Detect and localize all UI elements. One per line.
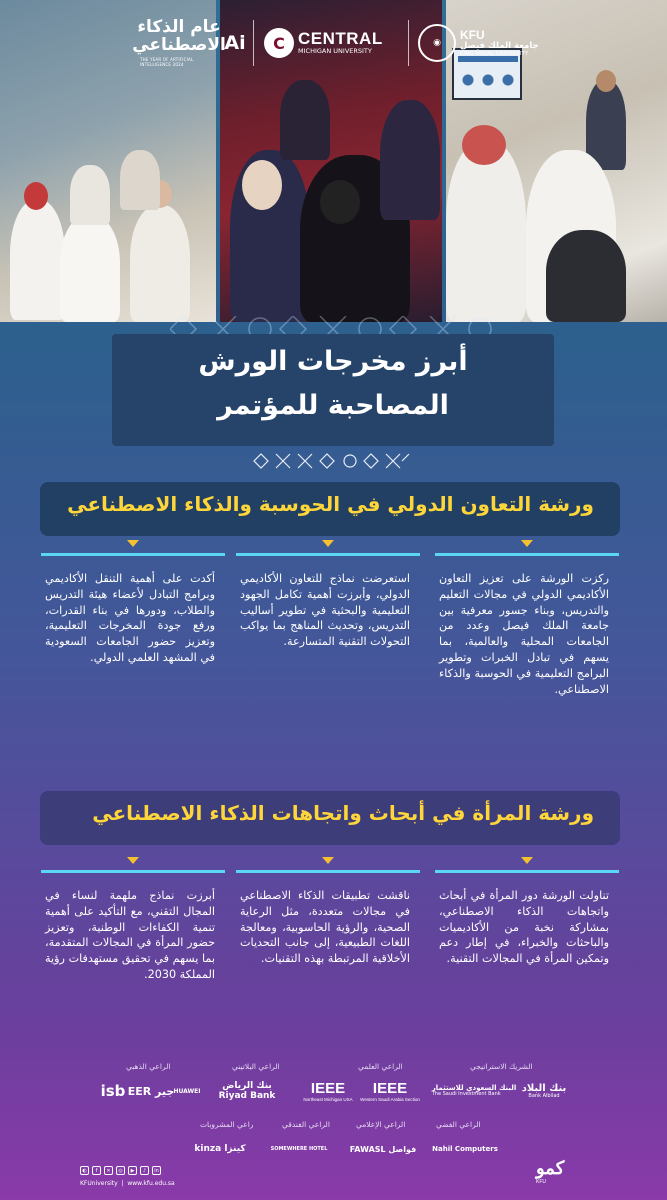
main-title-box [112, 334, 554, 446]
kfu-arabic-name: جامعة الملك فيصل [460, 40, 539, 51]
social-handle: KFUniversity [80, 1180, 118, 1187]
youtube-icon[interactable]: ▶ [128, 1166, 137, 1175]
kfu-english-name: KING FAISAL UNIVERSITY [460, 51, 529, 58]
scientific-sponsor-label: الراعي العلمي [358, 1062, 403, 1071]
fawasl-logo: FAWASL فواصل [349, 1144, 417, 1154]
ai-mark-icon: Ai [224, 32, 246, 54]
ieee-text: IEEE [372, 1080, 408, 1097]
workshop-2-point-2: ناقشت تطبيقات الذكاء الاصطناعي في مجالات متعددة، مثل الرعاية الصحية، والرؤية الحاسوبية، ومعالجة اللغات الطبيعية، إلى جانب التحديات الأخلاقية المرتبطة بهذه التقنيات. [240, 889, 410, 966]
chevron-down-icon [322, 540, 334, 547]
column-divider-line [435, 553, 619, 556]
divider-pattern [252, 452, 412, 470]
kfu-footer-ar: كمو [536, 1158, 565, 1178]
website-link[interactable]: www.kfu.edu.sa [127, 1180, 175, 1187]
divider [408, 20, 409, 66]
chevron-down-icon [521, 857, 533, 864]
kfu-logo [418, 14, 548, 72]
cmu-logo [264, 14, 402, 72]
nahil-computers-logo: Nahil Computers [432, 1145, 498, 1153]
kfu-abbrev: KFU [460, 27, 485, 42]
year-of-ai-english: THE YEAR OF ARTIFICIAL INTELLIGENCE 2024 [140, 56, 194, 67]
chevron-down-icon [322, 857, 334, 864]
column-divider-line [236, 870, 420, 873]
riyad-bank-en: Riyad Bank [218, 1091, 276, 1101]
column-divider-line [435, 870, 619, 873]
logo-bar [132, 14, 664, 72]
gold-sponsor-label: الراعي الذهبي [126, 1062, 171, 1071]
sib-en: The Saudi Investment Bank [431, 1091, 501, 1098]
x-icon[interactable]: ✕ [104, 1166, 113, 1175]
silver-sponsor-label: الراعي الفضي [436, 1120, 481, 1129]
year-of-ai-logo [132, 14, 226, 72]
sib-ar: البنك السعودي للاستثمار [431, 1084, 517, 1093]
workshop-2-title: ورشة المرأة في أبحاث واتجاهات الذكاء الاصطناعي [92, 801, 594, 825]
huawei-logo: HUAWEI [173, 1087, 201, 1095]
footer-links: KFUniversity | www.kfu.edu.sa [80, 1180, 175, 1187]
ieee-text: IEEE [310, 1080, 346, 1097]
bank-albilad-logo [514, 1078, 574, 1104]
somewhere-hotel-logo: SOMEWHERE HOTEL [270, 1146, 328, 1152]
riyad-bank-ar: بنك الرياض [222, 1081, 272, 1091]
workshop-2-point-3: أبرزت نماذج ملهمة لنساء في المجال التقني، مع التأكيد على أهمية تنمية الكفاءات الوطنية، وتعزيز حضور المرأة في المجالات المتقدمة، بما يسهم في تحقيق مستهدفات رؤية المملكة 2030. [45, 889, 215, 981]
social-icons [80, 1166, 161, 1175]
bank-albilad-ar: بنك البلاد [521, 1082, 567, 1094]
column-divider-line [41, 553, 225, 556]
ieee-northeast-michigan-sub: Northeast Michigan USA [303, 1097, 353, 1102]
ieee-western-saudi-logo [362, 1078, 418, 1104]
kfu-footer-logo [536, 1158, 564, 1185]
workshop-1-point-1: ركزت الورشة على تعزيز التعاون الأكاديمي الدولي في مجالات التعليم والتدريس، وبناء جسور معرفية بين جامعة الملك فيصل وعدد من الجامعات المحلية والعالمية، بما يسهم في تبادل الخبرات وتطوير البرامج التعليمية في الحوسبة والذكاء الاصطناعي. [439, 572, 609, 696]
media-sponsor-label: الراعي الإعلامي [356, 1120, 406, 1129]
column-divider-line [41, 870, 225, 873]
workshop-1-point-3: أكدت على أهمية التنقل الأكاديمي وبرامج التبادل لأعضاء هيئة التدريس والطلاب، ودورها في بناء القدرات، ورفع جودة المخرجات التعليمية، وتعزيز حضور الجامعات السعودية في المشهد العلمي الدولي. [45, 572, 215, 664]
bank-albilad-en: Bank Albilad [528, 1092, 560, 1099]
kinza-logo: kinza كينزا [194, 1144, 246, 1154]
year-of-ai-arabic: عام الذكاء الاصطناعي [132, 17, 226, 55]
platinum-sponsor-label: الراعي البلاتيني [232, 1062, 280, 1071]
main-title-line-2: المصاحبة للمؤتمر [217, 390, 449, 421]
linkedin-icon[interactable]: in [152, 1166, 161, 1175]
facebook-icon[interactable]: f [92, 1166, 101, 1175]
workshop-1-point-2: استعرضت نماذج للتعاون الأكاديمي الدولي، وأبرزت أهمية تكامل الجهود التعليمية والبحثية في تطوير أساليب التدريس، وتحديث المناهج بما يواكب التحولات التقنية المتسارعة. [240, 572, 410, 649]
instagram-icon[interactable]: ◎ [116, 1166, 125, 1175]
snapchat-icon[interactable]: ◐ [80, 1166, 89, 1175]
kfu-footer-en: KFU [536, 1179, 546, 1185]
drinks-sponsor-label: راعي المشروبات [200, 1120, 254, 1129]
workshop-2-point-1: تناولت الورشة دور المرأة في أبحاث واتجاهات الذكاء الاصطناعي، بمشاركة نخبة من الأكاديميات والباحثات والخبراء، في إطار دعم وتمكين المرأة في المجالات التقنية. [439, 889, 609, 966]
hotel-sponsor-label: الراعي الفندقي [282, 1120, 330, 1129]
saudi-investment-bank-logo [431, 1078, 517, 1104]
cmu-name-bottom: MICHIGAN UNIVERSITY [298, 47, 372, 56]
eer-logo: EER جير [127, 1084, 175, 1098]
kfu-seal-icon: ◉ [418, 24, 456, 62]
workshop-1-title: ورشة التعاون الدولي في الحوسبة والذكاء الاصطناعي [67, 492, 594, 516]
workshop-2-banner [40, 791, 620, 845]
isb-logo: isb [100, 1082, 126, 1100]
chevron-down-icon [127, 540, 139, 547]
strategic-partner-label: الشريك الاستراتيجي [470, 1062, 533, 1071]
sponsors-section [0, 1055, 667, 1200]
riyad-bank-logo [216, 1078, 278, 1104]
cmu-name-top: CENTRAL [298, 29, 383, 49]
chevron-down-icon [521, 540, 533, 547]
main-title-line-1: أبرز مخرجات الورش [198, 346, 468, 377]
chevron-down-icon [127, 857, 139, 864]
divider [253, 20, 254, 66]
cmu-c-icon: C [264, 28, 294, 58]
ieee-northeast-michigan-logo [300, 1078, 356, 1104]
column-divider-line [236, 553, 420, 556]
ieee-western-saudi-sub: Western Saudi Arabia Section [360, 1097, 420, 1102]
workshop-1-banner [40, 482, 620, 536]
tiktok-icon[interactable]: ♪ [140, 1166, 149, 1175]
